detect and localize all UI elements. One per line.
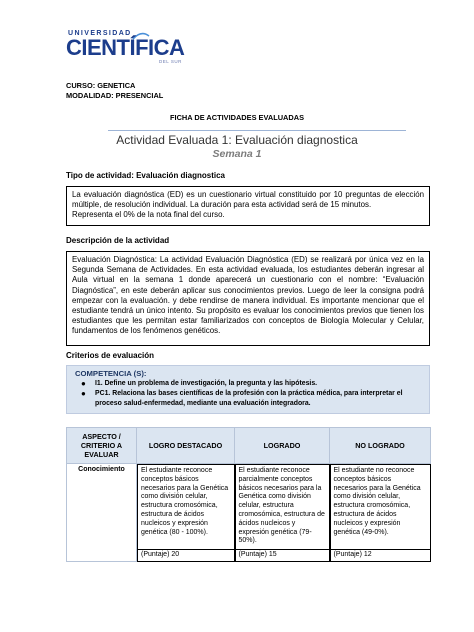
week-subtitle: Semana 1 bbox=[212, 148, 262, 160]
modality-label: MODALIDAD: PRESENCIAL bbox=[66, 91, 164, 100]
rubric-table bbox=[66, 427, 431, 562]
competencia-title: COMPETENCIA (S): bbox=[75, 369, 147, 378]
rubric-header-logrado: LOGRADO bbox=[235, 428, 330, 464]
tipo-heading: Tipo de actividad: Evaluación diagnostica bbox=[66, 171, 225, 180]
rubric-points: (Puntaje) 15 bbox=[235, 550, 330, 562]
rubric-row bbox=[67, 464, 431, 562]
rubric-header-logro-destacado: LOGRO DESTACADO bbox=[137, 428, 235, 464]
descripcion-box bbox=[66, 251, 430, 346]
rubric-points: (Puntaje) 12 bbox=[330, 550, 431, 562]
logo-line-2: CIENTÍFICA bbox=[66, 35, 185, 60]
ficha-title: FICHA DE ACTIVIDADES EVALUADAS bbox=[170, 113, 304, 122]
rubric-header-aspect: ASPECTO / CRITERIO A EVALUAR bbox=[67, 428, 137, 464]
university-logo bbox=[66, 30, 186, 66]
competencia-item: ● PC1. Relaciona las bases científicas de la profesión con la práctica médica, para interpretar el proceso salud-enfermedad, mediante una evaluación integradora. bbox=[81, 389, 403, 407]
competencia-list bbox=[75, 379, 421, 409]
rubric-header-no-logrado: NO LOGRADO bbox=[330, 428, 431, 464]
tipo-weight-text: Representa el 0% de la nota final del curso. bbox=[72, 210, 225, 220]
title-divider bbox=[108, 130, 406, 131]
rubric-description: El estudiante no reconoce conceptos básicos necesarios para la Genética como división celular, estructura cromosómica, estructura de ácidos nucleicos y expresión genética (49-0%). bbox=[330, 464, 431, 550]
course-label: CURSO: GENETICA bbox=[66, 81, 136, 90]
activity-title: Actividad Evaluada 1: Evaluación diagnostica bbox=[116, 133, 358, 147]
competencia-item: ● I1. Define un problema de investigación, la pregunta y las hipótesis. bbox=[81, 379, 318, 388]
bullet-icon: ● bbox=[81, 379, 86, 388]
descripcion-heading: Descripción de la actividad bbox=[66, 236, 170, 245]
criterios-heading: Criterios de evaluación bbox=[66, 351, 155, 360]
logo-line-3: DEL SUR bbox=[159, 59, 182, 64]
rubric-header-row bbox=[67, 428, 431, 464]
descripcion-text: Evaluación Diagnóstica: La actividad Evaluación Diagnóstica (ED) se realizará por única vez en la Segunda Semana de Actividades. En esta actividad evaluada, los estudiantes deberán ingresar al Aula virtual en la semana 1 donde aparecerá un cuestionario con el nombre: “Evaluación Diagnóstica”, en este deberán aplicar sus conocimientos previos. Luego de leer la consigna podrá empezar con la evaluación. y debe rendirse de manera individual. Es importante mencionar que el estudiante tendrá un único intento. Su propósito es evaluar los conocimientos previos que tienen los estudiantes que les permitan estar familiarizados con conceptos de Biología Molecular y Celular, fundamentos de los fenómenos genéticos. bbox=[72, 255, 424, 336]
rubric-description: El estudiante reconoce conceptos básicos necesarios para la Genética como división celular, estructura cromosómica, estructura de ácidos nucleicos y expresión genética (80 - 100%). bbox=[137, 464, 235, 550]
tipo-text: La evaluación diagnóstica (ED) es un cuestionario virtual constituido por 10 preguntas de elección múltiple, de resolución individual. La duración para esta actividad será de 15 minutos. bbox=[72, 190, 424, 210]
rubric-cell-no-logrado bbox=[330, 464, 431, 562]
rubric-cell-logro-destacado bbox=[137, 464, 235, 562]
rubric-points: (Puntaje) 20 bbox=[137, 550, 235, 562]
rubric-description: El estudiante reconoce parcialmente conceptos básicos necesarios para la Genética como división celular, estructura cromosómica, estructura de ácidos nucleicos y expresión genética (79-50%). bbox=[235, 464, 330, 550]
competencia-box bbox=[66, 365, 430, 414]
rubric-criterion: Conocimiento bbox=[67, 464, 137, 562]
tipo-box bbox=[66, 186, 430, 226]
rubric-cell-logrado bbox=[235, 464, 330, 562]
bullet-icon: ● bbox=[81, 389, 86, 398]
logo-line-1: UNIVERSIDAD bbox=[68, 30, 132, 37]
